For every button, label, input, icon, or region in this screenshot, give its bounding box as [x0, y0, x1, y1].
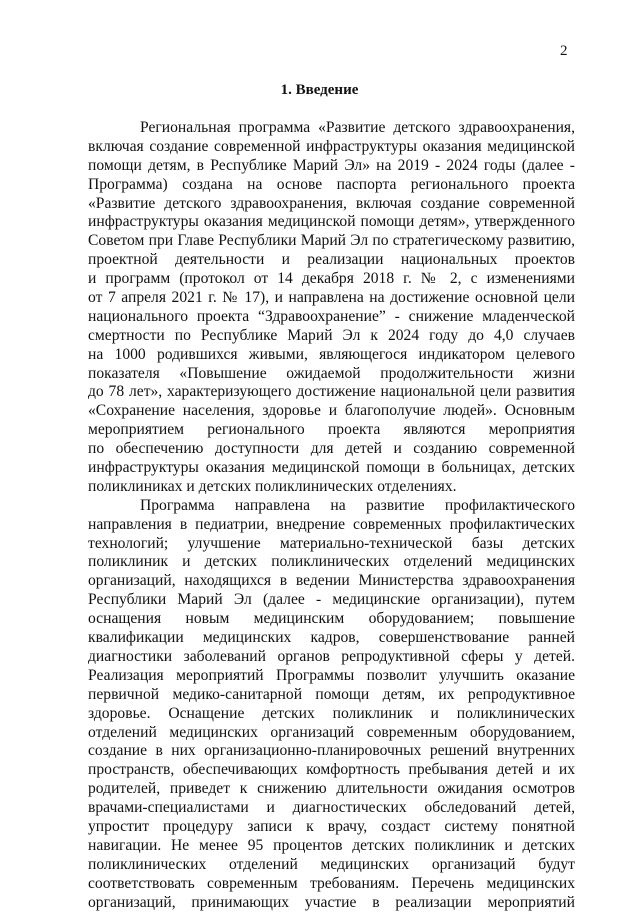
text-line: первичной медико-санитарной помощи детям, их репродуктивное [88, 685, 575, 703]
text-line: помощи детям, в Республике Марий Эл» на 2019 - 2024 годы (далее - [88, 156, 575, 174]
text-line: врачами-специалистами и диагностических обследований детей, [88, 799, 575, 817]
text-line: пространств, обеспечивающих комфортность пребывания детей и их [88, 761, 575, 779]
text-line: от 7 апреля 2021 г. № 17), и направлена на достижение основной цели [88, 289, 575, 307]
text-line: «Сохранение населения, здоровье и благополучие людей». Основным [88, 402, 575, 420]
text-line: навигации. Не менее 95 процентов детских поликлиник и детских [88, 836, 575, 854]
text-line: инфраструктуры оказания медицинской помощи в больницах, детских [88, 459, 575, 477]
text-line: национального проекта “Здравоохранение” - снижение младенческой [88, 307, 575, 325]
text-line: поликлинических отделений медицинских организаций будут [88, 855, 575, 873]
text-line: до 78 лет», характеризующего достижение национальной цели развития [88, 383, 575, 401]
text-line: технологий; улучшение материально-технической базы детских [88, 534, 575, 552]
section-heading: 1. Введение [280, 82, 359, 98]
text-line: Республики Марий Эл (далее - медицинские организации), путем [88, 591, 575, 609]
text-line: Реализация мероприятий Программы позволит улучшить оказание [88, 666, 575, 684]
text-line: Программа) создана на основе паспорта регионального проекта [88, 175, 575, 193]
text-line: оснащения новым медицинским оборудованием; повышение [88, 610, 575, 628]
text-line: квалификации медицинских кадров, совершенствование ранней [88, 629, 575, 647]
text-line: смертности по Республике Марий Эл к 2024 году до 4,0 случаев [88, 326, 575, 344]
text-line: создание в них организационно-планировочных решений внутренних [88, 742, 575, 760]
text-line: поликлиник и детских поликлинических отделений медицинских [88, 553, 575, 571]
text-line: поликлиниках и детских поликлинических отделениях. [88, 477, 457, 495]
text-line: Программа направлена на развитие профилактического [140, 496, 575, 514]
page-number: 2 [560, 43, 568, 59]
text-line: показателя «Повышение ожидаемой продолжительности жизни [88, 364, 575, 382]
text-line: направления в педиатрии, внедрение современных профилактических [88, 515, 575, 533]
text-line: здоровье. Оснащение детских поликлиник и поликлинических [88, 704, 575, 722]
text-line: организаций, находящихся в ведении Министерства здравоохранения [88, 572, 575, 590]
text-line: родителей, приведет к снижению длительности ожидания осмотров [88, 780, 575, 798]
text-line: на 1000 родившихся живыми, являющегося индикатором целевого [88, 345, 575, 363]
text-line: соответствовать современным требованиям. Перечень медицинских [88, 874, 575, 892]
text-line: диагностики заболеваний органов репродуктивной сферы у детей. [88, 647, 575, 665]
text-line: и программ (протокол от 14 декабря 2018 г. № 2, с изменениями [88, 270, 575, 288]
text-line: проектной деятельности и реализации национальных проектов [88, 251, 575, 269]
text-line: Региональная программа «Развитие детского здравоохранения, [140, 119, 575, 136]
text-line: по обеспечению доступности для детей и созданию современной [88, 440, 575, 458]
text-line: «Развитие детского здравоохранения, включая создание современной [88, 194, 575, 212]
text-line: отделений медицинских организаций современным оборудованием, [88, 723, 575, 741]
text-line: мероприятием регионального проекта являются мероприятия [88, 421, 575, 439]
document-body [88, 119, 575, 912]
text-line: включая создание современной инфраструктуры оказания медицинской [88, 137, 575, 155]
text-line: упростит процедуру записи к врачу, создаст систему понятной [88, 817, 575, 835]
text-line: Советом при Главе Республики Марий Эл по стратегическому развитию, [88, 232, 575, 250]
text-line: инфраструктуры оказания медицинской помощи детям», утвержденного [88, 213, 575, 231]
text-line: организаций, принимающих участие в реализации мероприятий [88, 893, 575, 911]
